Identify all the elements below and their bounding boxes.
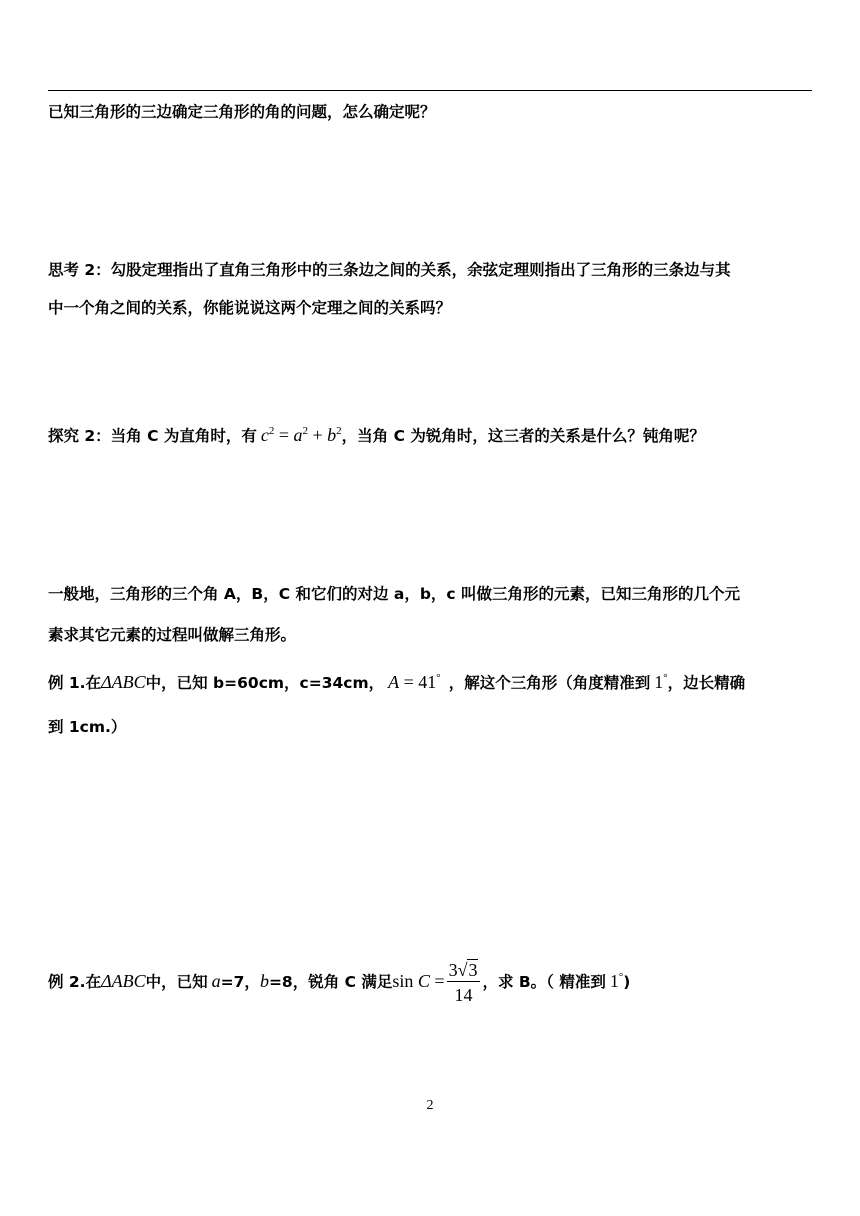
precision-degree: 1° [609,971,624,991]
side-a-var: a [211,971,221,991]
precision-degree: 1° [654,672,668,692]
sqrt-symbol: √3 [457,960,478,980]
definition-line2: 素求其它元素的过程叫做解三角形。 [48,626,297,644]
side-b-var: b [259,971,269,991]
sin-c-fraction: $\frac{3√3}{14}$ [447,960,481,1005]
question-intro: 已知三角形的三边确定三角形的角的问题，怎么确定呢？ [48,103,436,121]
triangle-abc-label: ΔABC [101,971,146,991]
explore2-prefix: 探究 2：当角 C 为直角时，有 [48,427,257,445]
explore2-suffix: ，当角 C 为锐角时，这三者的关系是什么？钝角呢？ [341,427,705,445]
think2-line1: 思考 2：勾股定理指出了直角三角形中的三条边之间的关系，余弦定理则指出了三角形的三条边与其 [48,261,731,279]
sin-c-formula: sin C = [392,971,445,991]
example1-line1: 例 1.在ΔABC中，已知 b=60cm，c=34cm， A = 41° ，解这个三角形（角度精准到 1°，边长精确 [48,672,746,692]
example1-line2: 到 1cm.） [48,718,127,736]
page-number: 2 [426,1098,434,1113]
triangle-abc-label: ΔABC [101,672,146,692]
explore2-paragraph [48,424,812,447]
pythagorean-formula: $c^2 = a^2 + b^2$ [260,425,342,445]
example2-line: 例 2.在ΔABC中，已知 a=7，b=8，锐角 C 满足sin C = $\frac{3√3}{14}$ ，求 B。（ 精准到 1°) [48,960,631,1005]
angle-a-formula: A = 41° [388,672,441,692]
header-rule [48,90,812,91]
think2-line2: 中一个角之间的关系，你能说说这两个定理之间的关系吗？ [48,299,452,317]
definition-line1: 一般地，三角形的三个角 A，B，C 和它们的对边 a，b，c 叫做三角形的元素，已知三角形的几个元 [48,585,741,603]
